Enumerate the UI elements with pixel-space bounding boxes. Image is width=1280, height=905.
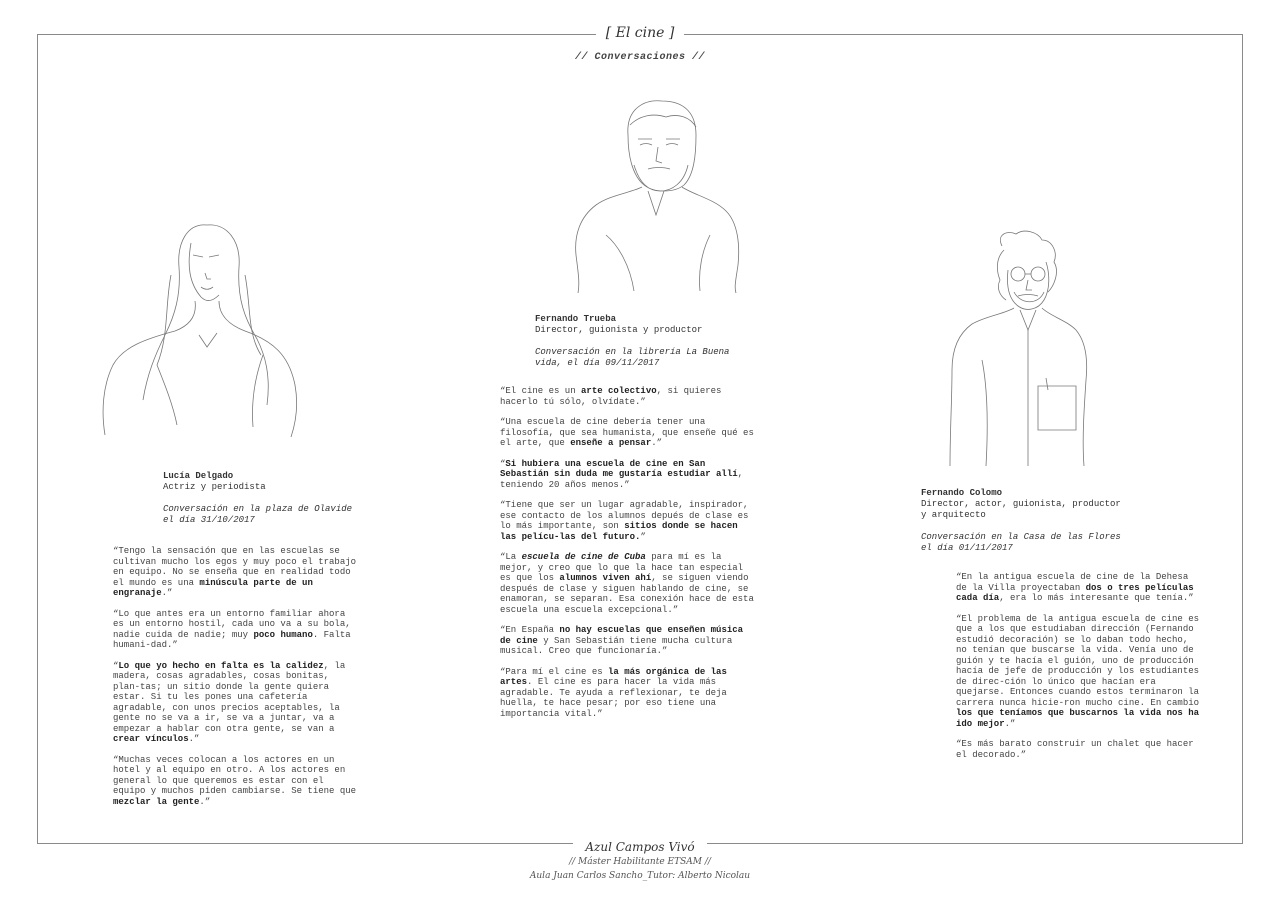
quote-emphasis: la más orgánica de las artes bbox=[500, 666, 727, 687]
quote-emphasis: mezclar la gente bbox=[113, 796, 200, 807]
quote-paragraph: “El problema de la antigua escuela de cine es que a los que estudiaban dirección (Fernando estudió decoración) se lo daban todo hecho, no tenían que buscarse la vida. Venía uno de guión y te hacía el guión, uno de producción hacía de jefe de producción y los estudiantes de direc-ción lo único que hacían era quejarse. Entonces cuando estos terminaron la carrera nunca hicie-ron mucho cine. En cambio los que teníamos que buscarnos la vida nos ha ido mejor.” bbox=[956, 613, 1200, 729]
quotes-trueba bbox=[500, 386, 756, 729]
person-name: Fernando Trueba bbox=[535, 314, 617, 324]
quote-paragraph: “Tengo la sensación que en las escuelas se cultivan mucho los egos y muy poco el trabajo en equipo. No se enseña que en realidad todo el mundo es una minúscula parte de un engranaje.” bbox=[113, 546, 357, 598]
quote-emphasis: alumnos viven ahí bbox=[559, 573, 652, 583]
page-title: [ El cine ] bbox=[596, 25, 685, 41]
person-conversation: Conversación en la librería La Buena vida, el día 09/11/2017 bbox=[535, 347, 730, 368]
portrait-lucia-sketch bbox=[95, 215, 310, 440]
quotes-lucia bbox=[113, 546, 357, 817]
quote-paragraph: “Muchas veces colocan a los actores en un hotel y al equipo en otro. A los actores en general lo que queremos es estar con el equipo y muchos piden cambiarse. Se tiene que mezclar la gente.” bbox=[113, 754, 357, 807]
person-card-trueba bbox=[535, 314, 735, 369]
person-conversation: Conversación en la Casa de las Flores el día 01/11/2017 bbox=[921, 532, 1121, 553]
quotes-colomo bbox=[956, 572, 1201, 770]
quote-paragraph: “Si hubiera una escuela de cine en San Sebastián sin duda me gustaría estudiar allí, teniendo 20 años menos.” bbox=[500, 458, 744, 490]
quote-emphasis: enseñe a pensar bbox=[570, 438, 652, 448]
quote-paragraph: “Para mí el cine es la más orgánica de las artes. El cine es para hacer la vida más agradable. Te ayuda a reflexionar, te deja huella, te hace pesar; por eso tiene una importancia vital.” bbox=[500, 666, 727, 719]
quote-paragraph: “En España no hay escuelas que enseñen música de cine y San Sebastián tiene mucha cultura musical. Creo que funcionaría.” bbox=[500, 625, 744, 656]
quote-emphasis: Si hubiera una escuela de cine en San Sebastián sin duda me gustaría estudiar allí bbox=[500, 458, 738, 479]
quote-emphasis: poco humano bbox=[253, 629, 313, 640]
person-role: Director, actor, guionista, productor y arquitecto bbox=[921, 499, 1121, 520]
quote-paragraph: “En la antigua escuela de cine de la Dehesa de la Villa proyectaban dos o tres películas cada día, era lo más interesante que tenía.” bbox=[956, 572, 1194, 603]
page-subtitle: // Conversaciones // bbox=[574, 52, 706, 63]
quote-emphasis: no hay escuelas que enseñen música de cine bbox=[500, 625, 744, 646]
author-name: Azul Campos Vivó bbox=[573, 840, 706, 854]
quote-paragraph: “Tiene que ser un lugar agradable, inspirador, ese contacto de los alumnos depués de clase es lo más importante, son sitios donde se hacen las pelícu-las del futuro.” bbox=[500, 500, 749, 542]
portrait-trueba-sketch bbox=[570, 95, 745, 295]
quote-paragraph: “Lo que yo hecho en falta es la calidez, la madera, cosas agradables, cosas bonitas, plan-tas; un sitio donde la gente quiera estar. Si tu les pones una cafetería agradable, con unos precios aceptables, la gente no se va a ir, se va a juntar, va a empezar a hablar con otra gente, se van a crear vínculos.” bbox=[113, 660, 346, 744]
person-card-lucia bbox=[163, 471, 368, 526]
person-role: Actriz y periodista bbox=[163, 482, 266, 492]
person-conversation: Conversación en la plaza de Olavide el día 31/10/2017 bbox=[163, 504, 353, 525]
quote-emphasis: minúscula parte de un engranaje bbox=[113, 577, 313, 598]
person-name: Lucía Delgado bbox=[163, 471, 234, 481]
quote-emphasis: escuela de cine de Cuba bbox=[521, 552, 646, 562]
quote-paragraph: “Es más barato construir un chalet que hacer el decorado.” bbox=[956, 739, 1194, 760]
footer-tutor: Aula Juan Carlos Sancho_Tutor: Alberto Nicolau bbox=[529, 871, 751, 881]
quote-paragraph: “Una escuela de cine debería tener una filosofía, que sea humanista, que enseñe qué es el arte, que enseñe a pensar.” bbox=[500, 417, 754, 448]
quote-emphasis: los que teníamos que buscarnos la vida nos ha ido mejor bbox=[956, 708, 1200, 729]
quote-emphasis: arte colectivo bbox=[581, 386, 657, 396]
quote-emphasis: sitios donde se hacen las pelícu-las del futuro. bbox=[500, 521, 738, 542]
quote-paragraph: “Lo que antes era un entorno familiar ahora es un entorno hostil, cada uno va a su bola, nadie cuida de nadie; muy poco humano. Falta humani-dad.” bbox=[113, 608, 351, 650]
quote-emphasis: Lo que yo hecho en falta es la calidez bbox=[118, 660, 324, 671]
person-role: Director, guionista y productor bbox=[535, 325, 703, 335]
portrait-colomo-sketch bbox=[942, 230, 1092, 468]
footer-program: // Máster Habilitante ETSAM // bbox=[569, 857, 711, 867]
quote-emphasis: dos o tres películas cada día bbox=[956, 582, 1194, 603]
quote-paragraph: “La escuela de cine de Cuba para mí es la mejor, y creo que lo que la hace tan especial es que los alumnos viven ahí, se siguen viendo después de clase y siguen hablando de cine, se enamoran, se separan. Esa conexión hace de esta escuela una escuela excepcional.” bbox=[500, 552, 754, 615]
person-name: Fernando Colomo bbox=[921, 488, 1003, 498]
person-card-colomo bbox=[921, 488, 1121, 554]
quote-emphasis: crear vínculos bbox=[113, 734, 189, 744]
quote-paragraph: “El cine es un arte colectivo, si quieres hacerlo tú sólo, olvídate.” bbox=[500, 386, 722, 407]
